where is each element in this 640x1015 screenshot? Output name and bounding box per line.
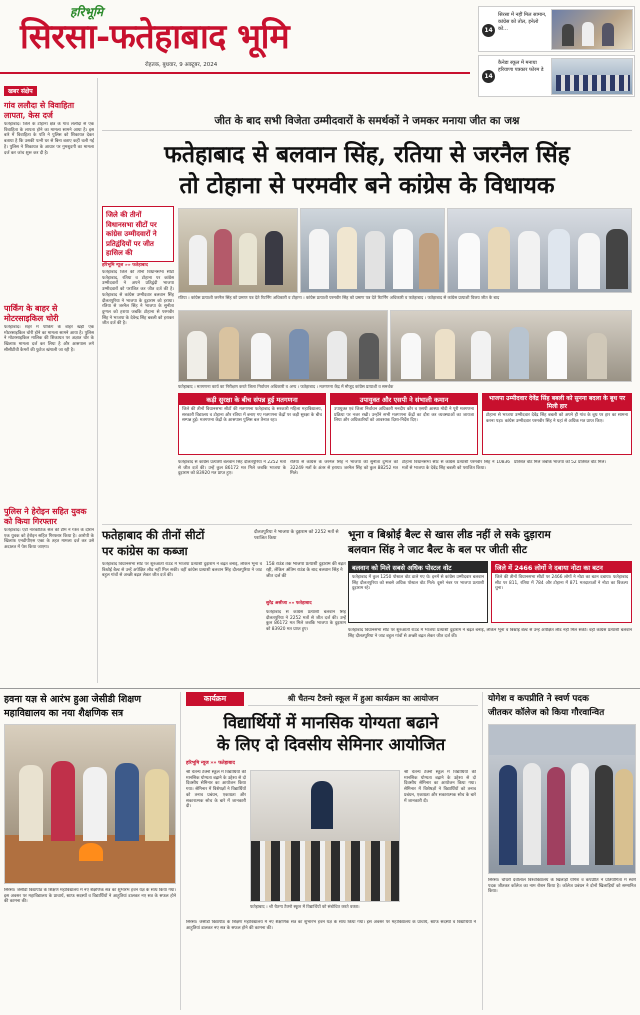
main-headline-line1: फतेहाबाद से बलवान सिंह, रतिया से जरनैल सिंह xyxy=(164,141,570,168)
mid-body-1: फतेहाबाद से कांग्रेस प्रत्याशी बलवान सिंह दौलतपुरिया ने 2252 मतों से जीत दर्ज की। उन्हें कुल 86172 मत मिले जबकि भाजपा के दुड़ाराम को 83920 मत प्राप्त हुए। xyxy=(178,460,286,477)
box-babli-title: भाजपा उम्मीदवार देवेंद्र सिंह बबली को सुनना बदला के बूथ पर मिली हार xyxy=(483,394,631,411)
sub-body-mid: फतेहाबाद से कांग्रेस प्रत्याशी बलवान सिंह दौलतपुरिया ने 2252 मतों से जीत दर्ज की। उन्हें कुल 86172 मत मिले जबकि भाजपा के दुड़ाराम को 83920 मत प्राप्त हुए। xyxy=(266,610,346,633)
caption-photo-1: रतिया । कांग्रेस प्रत्याशी जरनैल सिंह को प्रमाण पत्र देते रिटर्निंग अधिकारी व टोहाना । कांग्रेस प्रत्याशी परमवीर सिंह को प्रमाण पत्र देते रिटर्निंग अधिकारी व फतेहाबाद । फतेहाबाद से कांग्रेस प्रत्याशी विजय जीत के बाद xyxy=(178,295,500,300)
box-postal-title: बलवान को मिले सबसे अधिक पोस्टल वोट xyxy=(349,562,487,573)
masthead-title: सिरसा-फतेहाबाद भूमि xyxy=(20,17,290,57)
small-note-1: दौलतपुरिया ने भाजपा के दुड़ाराम को 2252 मतों से पराजित किया xyxy=(254,530,339,541)
masthead xyxy=(0,0,470,68)
teaser-box-2[interactable] xyxy=(478,55,635,97)
brief-item-1 xyxy=(4,100,94,297)
box-postal-body: फतेहाबाद में कुल 1250 पोस्टल वोट डाले गए थे। इनमें से कांग्रेस उम्मीदवार बलवान सिंह दौलतपुरिया को सबसे अधिक पोस्टल वोट मिले। दूसरे नंबर पर भाजपा प्रत्याशी दुड़ाराम रहे। xyxy=(352,575,484,592)
teaser-photo-1 xyxy=(551,9,633,50)
story2-label: कार्यक्रम xyxy=(186,692,244,706)
sub-headline-right-2: बलवान सिंह ने जाट बैल्ट के बल पर जीती सीट xyxy=(348,544,528,556)
brief-item-2 xyxy=(4,303,94,500)
box-nota xyxy=(491,561,632,623)
mid-body-3: टोहाना विधानसभा सीट से कांग्रेस प्रत्याशी परमवीर सिंह ने 10836 मतों से भाजपा के देवेंद्र सिंह बबली को पराजित किया। xyxy=(402,460,510,471)
sub-body-left: फतेहाबाद विधानसभा सीट पर शुरुआती राउंड में भाजपा प्रत्याशी दुड़ाराम ने बढ़त बनाई, लेकिन भूना व बिश्नोई बैल्ट से उन्हें अपेक्षित लीड नहीं मिल सकी। वहीं कांग्रेस प्रत्याशी बलवान सिंह दौलतपुरिया ने जाट बहुल गांवों से अच्छी बढ़त लेकर जीत दर्ज की। xyxy=(102,562,262,579)
story2-body-col2: श्री चैतन्य टैक्नो स्कूल में विद्यार्थियों की मानसिक योग्यता बढ़ाने के उद्देश्य से दो दिवसीय सेमिनार का आयोजन किया गया। सेमिनार में विशेषज्ञों ने विद्यार्थियों को तनाव प्रबंधन, एकाग्रता और सकारात्मक सोच के बारे में जानकारी दी। xyxy=(404,770,476,804)
brief-head-2: पार्किंग के बाहर से मोटरसाइकिल चोरी xyxy=(4,303,59,323)
brief-body-1: फतेहाबाद। जिले के टोहाना क्षेत्र के गांव ललौदा से एक विवाहिता के लापता होने का मामला सामने आया है। इस बारे में विवाहिता के पति ने पुलिस को शिकायत देकर बताया है कि उसकी पत्नी घर से बिना बताए कहीं चली गई है। पुलिस ने शिकायत के आधार पर गुमशुदगी का मामला दर्ज कर जांच शुरू कर दी है। xyxy=(4,122,94,156)
photo-fatehabad xyxy=(447,208,632,293)
story2-photo xyxy=(250,770,400,902)
photo-rtia xyxy=(178,208,298,293)
story2-head-1: विद्यार्थियों में मानसिक योग्यता बढाने xyxy=(223,713,439,732)
box-babli-body: टोहाना से भाजपा उम्मीदवार देवेंद्र सिंह बबली को अपने ही गांव के बूथ पर हार का सामना करना पड़ा। कांग्रेस उम्मीदवार परमवीर सिंह ने यहां से अधिक मत प्राप्त किए। xyxy=(486,413,628,424)
story2-strap: श्री चैतन्य टैक्नो स्कूल में हुआ कार्यक्रम का आयोजन xyxy=(248,692,478,706)
photo-counting-2 xyxy=(390,310,632,382)
story2-byline: हरिभूमि न्यूज »» फतेहाबाद xyxy=(186,761,235,766)
sub-headline-left-1: फतेहाबाद की तीनों सीटों xyxy=(102,528,205,542)
teaser-num-1: 14 xyxy=(482,24,495,37)
brief-head-1: गांव ललौदा से विवाहिता लापता, केस दर्ज xyxy=(4,100,75,120)
story2-caption: फतेहाबाद । श्री चैतन्य टैक्नो स्कूल में विद्यार्थियों को संबोधित करते वक्ता। xyxy=(250,904,360,909)
box-babli xyxy=(482,393,632,455)
dateline: रोहतक, बुधवार, 9 अक्टूबर, 2024 xyxy=(145,62,218,68)
story3-photo xyxy=(488,724,636,874)
caption-photo-2: फतेहाबाद । मतगणना कार्य का निरीक्षण करते जिला निर्वाचन अधिकारी व अन्य । फतेहाबाद । मतगणना केंद्र में मौजूद कांग्रेस प्रत्याशी व समर्थक xyxy=(178,384,394,389)
photo-counting-1 xyxy=(178,310,388,382)
story3-body: सिरसा। चौधरी देवीलाल विश्वविद्यालय के खिलाड़ी योगेश व कपप्रीति ने प्रतियोगिता में स्वर्ण पदक जीतकर कॉलेज का नाम रोशन किया है। कॉलेज प्रबंधन ने दोनों खिलाड़ियों को सम्मानित किया। xyxy=(488,878,636,895)
sub-headline-left-2: पर कांग्रेस का कब्जा xyxy=(102,544,188,558)
main-body-text: फतेहाबाद जिले की तीनों विधानसभा सीटों फतेहाबाद, रतिया व टोहाना पर कांग्रेस उम्मीदवारों ने अपने प्रतिद्वंदी भाजपा उम्मीदवारों को पराजित कर जीत दर्ज की है। फतेहाबाद से कांग्रेस उम्मीदवार बलवान सिंह दौलतपुरिया ने भाजपा के दुड़ाराम को हराया। रतिया से जरनैल सिंह ने भाजपा के सुनीता दुग्गल को हराया जबकि टोहाना से परमवीर सिंह ने भाजपा के देवेन्द्र सिंह बबली को हराकर जीत दर्ज की है। xyxy=(102,270,174,327)
box-nota-body: जिले की तीनों विधानसभा सीटों पर 2466 लोगों ने नोटा का बटन दबाया। फतेहाबाद सीट पर 811, रतिया में 784 और टोहाना में 871 मतदाताओं ने नोटा का विकल्प चुना। xyxy=(495,575,628,592)
box-security xyxy=(178,393,326,455)
intro-box: जिले की तीनों विधानसभा सीटों पर कांग्रेस उम्मीदवारों ने प्रतिद्वंदियों पर जीत हासिल की xyxy=(102,206,174,262)
box-dc-sp xyxy=(330,393,478,455)
story1-body: सिरसा। जेसीडी विद्यापीठ के शिक्षण महाविद्यालय में नए शैक्षणिक सत्र का शुभारंभ हवन यज्ञ के साथ किया गया। इस अवसर पर महाविद्यालय के प्राचार्य, स्टाफ सदस्यों व विद्यार्थियों ने आहुतियां डालकर नए सत्र के सफल होने की कामना की। xyxy=(4,888,176,905)
masthead-brand: हरिभूमि xyxy=(70,5,104,19)
box-dc-sp-body: उपायुक्त एवं जिला निर्वाचन अधिकारी मनदीप कौर व एसपी आस्था मोदी ने पूरी मतगणना प्रक्रिया पर नजर रखी। उन्होंने सभी मतगणना केंद्रों का दौरा कर व्यवस्थाओं का जायजा लिया और अधिकारियों को आवश्यक दिशा-निर्देश दिए। xyxy=(334,407,474,424)
story3-head-2: जीतकर कॉलेज को किया गौरवान्वित xyxy=(488,708,605,718)
story1-head-1: हवना यज्ञ से आरंभ हुआ जेसीडी शिक्षण xyxy=(4,694,142,705)
photo-tohana xyxy=(300,208,445,293)
section-label: खबर संक्षेप xyxy=(4,86,37,96)
brief-body-2: फतेहाबाद। शहर में पार्किंग के बाहर खड़ी एक मोटरसाइकिल चोरी होने का मामला सामने आया है। पुलिस ने मोटरसाइकिल मालिक की शिकायत पर अज्ञात चोर के खिलाफ मामला दर्ज कर लिया है और आसपास लगे सीसीटीवी कैमरों की फुटेज खंगाली जा रही है। xyxy=(4,325,94,353)
left-column xyxy=(4,78,94,688)
brief-item-3 xyxy=(4,506,94,683)
story1-photo xyxy=(4,724,176,884)
story2-head-2: के लिए दो दिवसीय सेमिनार आयोजित xyxy=(216,735,446,754)
sub-body-right: फतेहाबाद विधानसभा सीट पर शुरुआती राउंड में भाजपा प्रत्याशी दुड़ाराम ने बढ़त बनाई, लेकिन भूना व बिश्नोई बैल्ट से उन्हें अपेक्षित लीड नहीं मिल सकी। वहीं कांग्रेस प्रत्याशी बलवान सिंह दौलतपुरिया ने जाट बहुल गांवों से अच्छी बढ़त लेकर जीत दर्ज की। xyxy=(348,628,632,639)
box-nota-title: जिले में 2466 लोगों ने दबाया नोटा का बटन xyxy=(492,562,631,573)
story1-head-2: महाविद्यालय का नया शैक्षणिक सत्र xyxy=(4,708,124,719)
teaser-text-1: सिरसा में नहीं मिल सामान, कांग्रेस को तोल, इनेलो को... xyxy=(498,12,547,32)
story2-body: श्री चैतन्य टैक्नो स्कूल में विद्यार्थियों की मानसिक योग्यता बढ़ाने के उद्देश्य से दो दिवसीय सेमिनार का आयोजन किया गया। सेमिनार में विशेषज्ञों ने विद्यार्थियों को तनाव प्रबंधन, एकाग्रता और सकारात्मक सोच के बारे में जानकारी दी। xyxy=(186,770,246,810)
strap: जीत के बाद सभी विजेता उम्मीदवारों के समर्थकों ने जमकर मनाया जीत का जश्न xyxy=(102,114,632,131)
story2-body-col3: सिरसा। जेसीडी विद्यापीठ के शिक्षण महाविद्यालय में नए शैक्षणिक सत्र का शुभारंभ हवन यज्ञ के साथ किया गया। इस अवसर पर महाविद्यालय के प्राचार्य, स्टाफ सदस्यों व विद्यार्थियों ने आहुतियां डालकर नए सत्र के सफल होने की कामना की। xyxy=(186,920,476,931)
box-postal xyxy=(348,561,488,623)
small-note-2: 158 राउंड तक भाजपा प्रत्याशी दुड़ाराम की बढ़त रही, लेकिन अंतिम राउंड के बाद बलवान सिंह ने जीत दर्ज की xyxy=(266,562,346,579)
box-dc-sp-title: उपायुक्त और एसपी ने संभाली कमान xyxy=(331,394,477,405)
byline-sub: सुरेंद्र असीजा »» फतेहाबाद xyxy=(266,601,312,606)
box-security-body: जिले की तीनों विधानसभा सीटों की मतगणना फतेहाबाद के सरकारी महिला महाविद्यालय, सरकारी विद्यालय व टोहाना और रतिया में बनाए गए मतगणना केंद्रों पर कड़ी सुरक्षा के बीच सम्पन्न हुई। मतगणना केंद्रों के आसपास पुलिस बल तैनात रहा। xyxy=(182,407,322,424)
box-security-title: कड़ी सुरक्षा के बीच संपन्न हुई मतगणना xyxy=(179,394,325,405)
teaser-num-2: 14 xyxy=(482,70,495,83)
teaser-box-1[interactable] xyxy=(478,6,635,52)
teaser-text-2: कैनेडा स्कूल में मनाया हरियाणा पत्रकार फोरम डे xyxy=(498,60,544,73)
story3-head-1: योगेश व कपप्रीति ने स्वर्ण पदक xyxy=(488,694,589,704)
main-headline-line2: तो टोहाना से परमवीर बने कांग्रेस के विधायक xyxy=(179,172,555,199)
byline-main: हरिभूमि न्यूज »» फतेहाबाद xyxy=(102,263,148,268)
sub-headline-right-1: भूना व बिश्नोई बैल्ट से खास लीड नहीं ले सके दुड़ाराम xyxy=(348,529,551,541)
brief-body-3: फतेहाबाद। एंटी नारकोटिक सेल की टीम ने गश्त के दौरान एक युवक को हेरोइन सहित गिरफ्तार किया है। आरोपी के खिलाफ एनडीपीएस एक्ट के तहत मामला दर्ज कर उसे अदालत में पेश किया जाएगा। xyxy=(4,528,94,551)
mid-body-2: रतिया से कांग्रेस के जरनैल सिंह ने भाजपा की सुनीता दुग्गल को 32249 मतों के अंतर से हराया। जरनैल सिंह को कुल 88252 मत मिले। xyxy=(290,460,398,477)
brief-head-3: पुलिस ने हेरोइन सहित युवक को किया गिरफ्तार xyxy=(4,506,87,526)
mid-body-4: प्रतिशत वोट मिले जबकि भाजपा को 52 प्रतिशत वोट मिले। xyxy=(514,460,607,465)
teaser-photo-2 xyxy=(551,58,633,95)
